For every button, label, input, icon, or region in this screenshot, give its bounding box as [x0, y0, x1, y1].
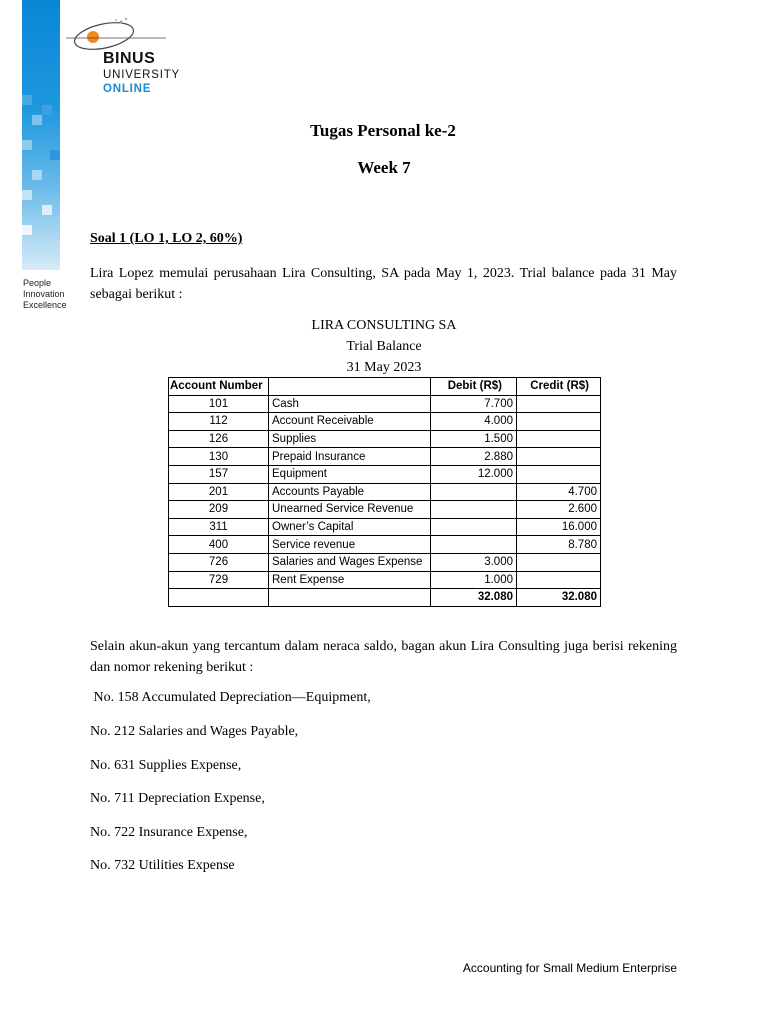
debit-value — [431, 536, 517, 554]
table-row — [169, 553, 601, 571]
document-title: Tugas Personal ke-2 — [310, 121, 456, 140]
tagline-line: Innovation — [23, 289, 65, 299]
account-number: 126 — [169, 430, 269, 448]
account-number: 311 — [169, 518, 269, 536]
footer-course-name: Accounting for Small Medium Enterprise — [462, 961, 677, 975]
account-name: Owner’s Capital — [269, 518, 431, 536]
account-name: Account Receivable — [269, 413, 431, 431]
binus-logo — [66, 14, 186, 98]
additional-accounts-intro: Selain akun-akun yang tercantum dalam neraca saldo, bagan akun Lira Consulting juga berisi rekening dan nomor rekening berikut : — [90, 639, 677, 675]
header-account-name — [269, 378, 431, 396]
table-row — [169, 413, 601, 431]
credit-value — [517, 448, 601, 466]
table-header-row — [169, 378, 601, 396]
account-number: 157 — [169, 465, 269, 483]
credit-value — [517, 430, 601, 448]
additional-account-item: No. 732 Utilities Expense — [90, 858, 235, 873]
header-credit: Credit (R$) — [517, 378, 601, 396]
additional-account-item: No. 631 Supplies Expense, — [90, 758, 242, 773]
account-name: Cash — [269, 395, 431, 413]
header-debit: Debit (R$) — [431, 378, 517, 396]
tagline-line: Excellence — [23, 300, 67, 310]
account-name: Accounts Payable — [269, 483, 431, 501]
total-credit: 32.080 — [517, 589, 601, 607]
table-row — [169, 430, 601, 448]
debit-value: 1.500 — [431, 430, 517, 448]
credit-value — [517, 553, 601, 571]
account-name: Prepaid Insurance — [269, 448, 431, 466]
trial-balance-table — [168, 377, 601, 607]
debit-value: 1.000 — [431, 571, 517, 589]
table-row — [169, 465, 601, 483]
credit-value — [517, 395, 601, 413]
account-number: 130 — [169, 448, 269, 466]
account-name: Supplies — [269, 430, 431, 448]
account-number: 726 — [169, 553, 269, 571]
total-debit: 32.080 — [431, 589, 517, 607]
table-row — [169, 483, 601, 501]
logo-sub1: UNIVERSITY — [103, 69, 181, 81]
account-name: Equipment — [269, 465, 431, 483]
report-date: 31 May 2023 — [346, 360, 422, 375]
debit-value — [431, 501, 517, 519]
total-empty-cell — [269, 589, 431, 607]
company-name: LIRA CONSULTING SA — [311, 318, 457, 333]
credit-value: 16.000 — [517, 518, 601, 536]
table-row — [169, 536, 601, 554]
debit-value: 4.000 — [431, 413, 517, 431]
intro-paragraph: Lira Lopez memulai perusahaan Lira Consulting, SA pada May 1, 2023. Trial balance pada 31 May sebagai berikut : — [90, 266, 677, 302]
account-name: Unearned Service Revenue — [269, 501, 431, 519]
document-week: Week 7 — [357, 158, 411, 177]
debit-value: 3.000 — [431, 553, 517, 571]
account-number: 101 — [169, 395, 269, 413]
credit-value: 4.700 — [517, 483, 601, 501]
credit-value: 8.780 — [517, 536, 601, 554]
account-number: 400 — [169, 536, 269, 554]
table-total-row — [169, 589, 601, 607]
account-number: 729 — [169, 571, 269, 589]
account-number: 112 — [169, 413, 269, 431]
logo-orbit-icon — [66, 14, 176, 54]
total-empty-cell — [169, 589, 269, 607]
credit-value — [517, 413, 601, 431]
table-row — [169, 571, 601, 589]
question-heading: Soal 1 (LO 1, LO 2, 60%) — [90, 231, 243, 246]
debit-value: 7.700 — [431, 395, 517, 413]
account-name: Service revenue — [269, 536, 431, 554]
logo-name: BINUS — [103, 50, 156, 67]
account-number: 209 — [169, 501, 269, 519]
credit-value: 2.600 — [517, 501, 601, 519]
debit-value: 12.000 — [431, 465, 517, 483]
additional-account-item: No. 711 Depreciation Expense, — [90, 791, 265, 806]
account-name: Salaries and Wages Expense — [269, 553, 431, 571]
additional-account-item: No. 212 Salaries and Wages Payable, — [90, 724, 299, 739]
debit-value: 2.880 — [431, 448, 517, 466]
header-account-number: Account Number — [169, 378, 269, 396]
table-row — [169, 448, 601, 466]
credit-value — [517, 465, 601, 483]
table-row — [169, 395, 601, 413]
table-row — [169, 501, 601, 519]
debit-value — [431, 518, 517, 536]
additional-account-item: No. 722 Insurance Expense, — [90, 825, 248, 840]
account-number: 201 — [169, 483, 269, 501]
table-row — [169, 518, 601, 536]
credit-value — [517, 571, 601, 589]
debit-value — [431, 483, 517, 501]
additional-account-item: No. 158 Accumulated Depreciation—Equipment, — [90, 690, 371, 705]
logo-sub2: ONLINE — [103, 83, 152, 95]
tagline-line: People — [23, 278, 52, 288]
account-name: Rent Expense — [269, 571, 431, 589]
report-name: Trial Balance — [346, 339, 422, 354]
logo-tagline — [23, 278, 67, 311]
